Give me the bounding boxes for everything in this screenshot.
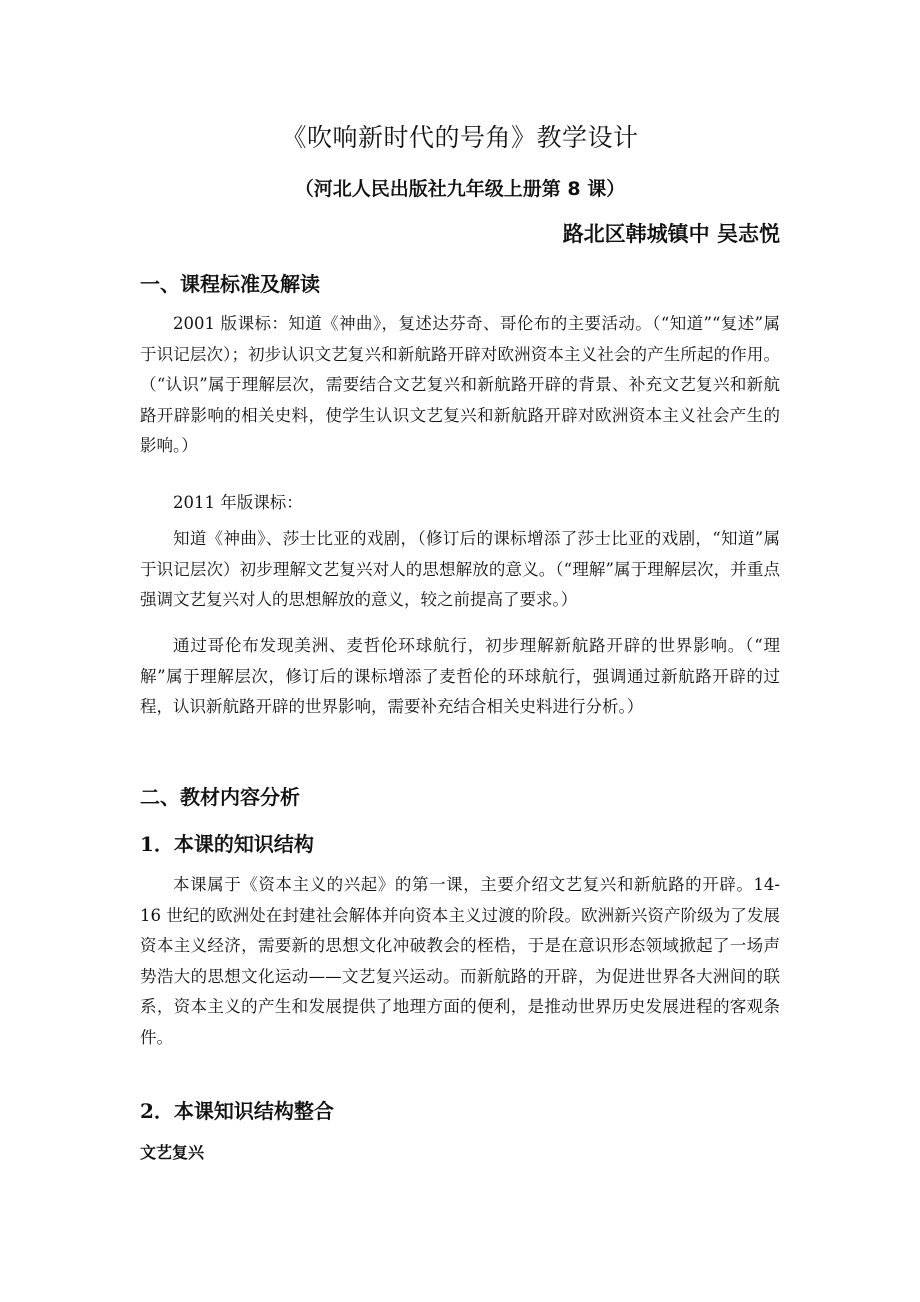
section2-paragraph-1: 本课属于《资本主义的兴起》的第一课，主要介绍文艺复兴和新航路的开辟。14-16 世纪的欧洲处在封建社会解体并向资本主义过渡的阶段。欧洲新兴资产阶级为了发展资本主义经济，需要新的思想文化冲破教会的桎梏，于是在意识形态领域掀起了一场声势浩大的思想文化运动——文艺复兴运动。而新航路的开辟，为促进世界各大洲间的联系，资本主义的产生和发展提供了地理方面的便利，是推动世界历史发展进程的客观条件。 (140, 875, 780, 1047)
section1-paragraph-3: 知道《神曲》、莎士比亚的戏剧，（修订后的课标增添了莎士比亚的戏剧，“知道”属于识记层次）初步理解文艺复兴对人的思想解放的意义。（“理解”属于理解层次，并重点强调文艺复兴对人的思想解放的意义，较之前提高了要求。） (140, 529, 780, 610)
section2-subheading-2: 2．本课知识结构整合 (140, 1099, 334, 1123)
document-subtitle: （河北人民出版社九年级上册第 8 课） (294, 178, 626, 200)
section2-heading: 二、教材内容分析 (140, 785, 300, 809)
section1-heading: 一、课程标准及解读 (140, 272, 320, 296)
document-title: 《吹响新时代的号角》教学设计 (281, 123, 639, 152)
section2-subheading-1: 1．本课的知识结构 (140, 832, 314, 856)
section1-paragraph-2: 2011 年版课标： (173, 493, 303, 512)
section1-paragraph-1: 2001 版课标：知道《神曲》，复述达芬奇、哥伦布的主要活动。（“知道”“复述”属于识记层次）；初步认识文艺复兴和新航路开辟对欧洲资本主义社会的产生所起的作用。（“认识”属于理解层次，需要结合文艺复兴和新航路开辟的背景、补充文艺复兴和新航路开辟影响的相关史料，使学生认识文艺复兴和新航路开辟对欧洲资本主义社会产生的影响。） (140, 314, 780, 456)
section2-subheading-3: 文艺复兴 (140, 1143, 205, 1162)
author-line: 路北区韩城镇中 吴志悦 (562, 222, 780, 246)
section1-paragraph-4: 通过哥伦布发现美洲、麦哲伦环球航行，初步理解新航路开辟的世界影响。（“理解”属于理解层次，修订后的课标增添了麦哲伦的环球航行，强调通过新航路开辟的过程，认识新航路开辟的世界影响，需要补充结合相关史料进行分析。） (140, 636, 780, 717)
